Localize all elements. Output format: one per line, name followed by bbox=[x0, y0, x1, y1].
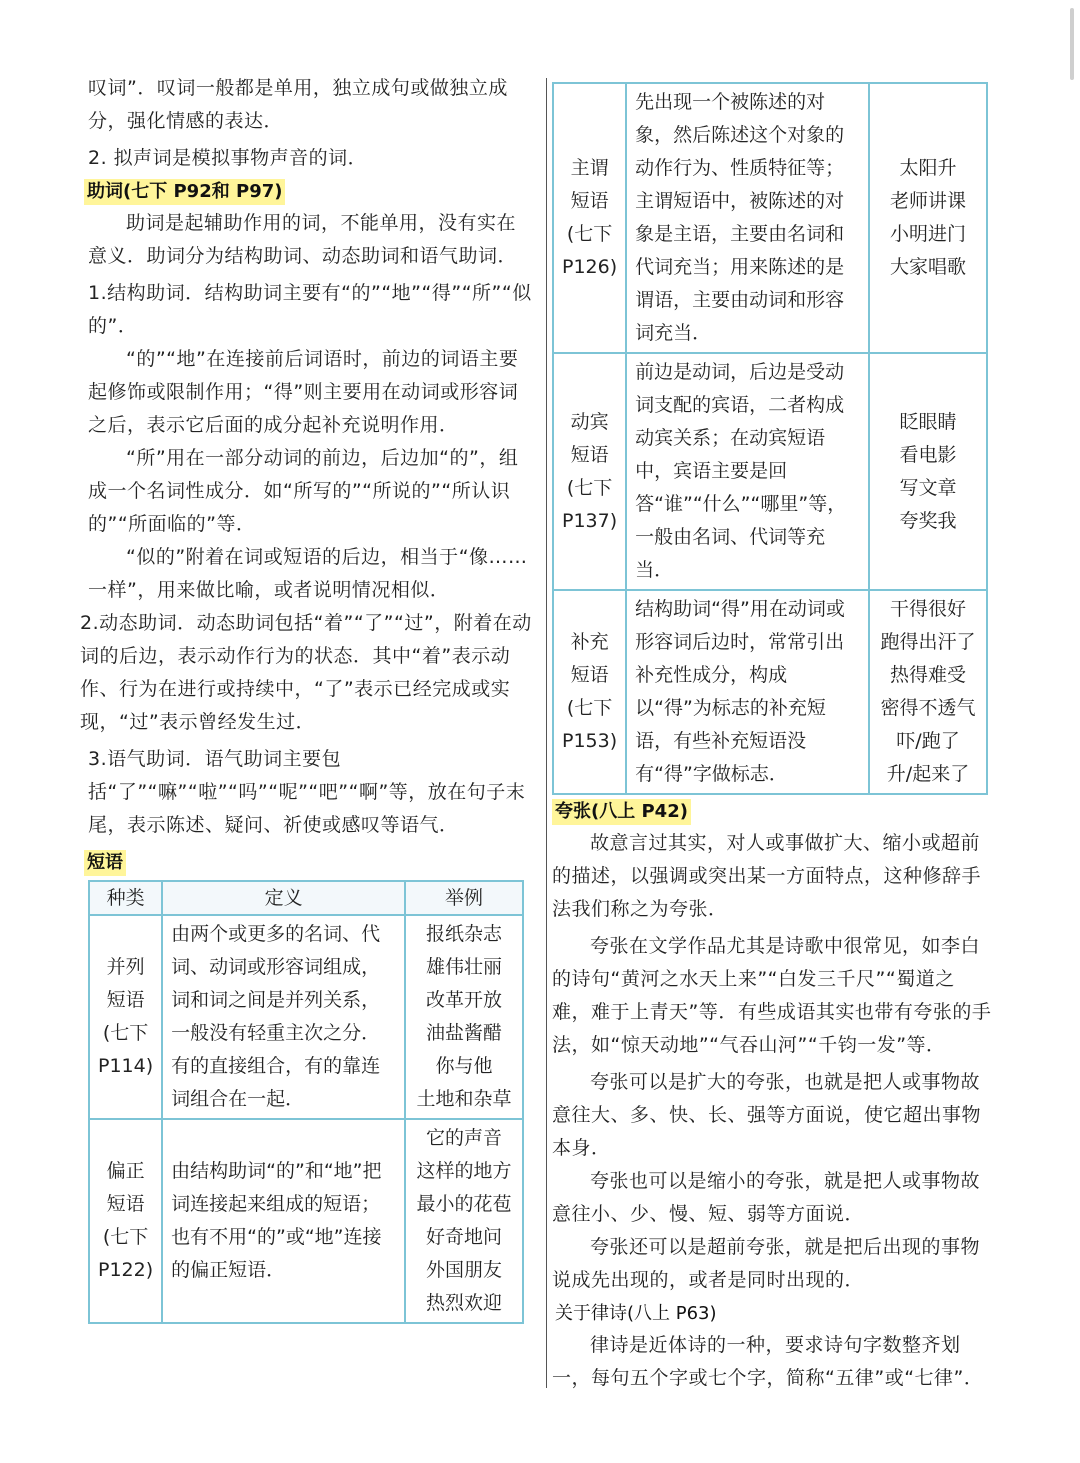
table-row bbox=[89, 1119, 523, 1323]
left-column bbox=[80, 72, 532, 1324]
example: 它的声音 bbox=[425, 1127, 502, 1149]
table-cell-examples bbox=[405, 915, 523, 1119]
table-row bbox=[553, 83, 987, 353]
table-header: 举例 bbox=[405, 881, 523, 915]
section-heading-zhuci: 助词(七下 P92和 P97) bbox=[84, 179, 285, 205]
paragraph: 3.语气助词．语气助词主要包括“了”“嘛”“啦”“吗”“呢”“吧”“啊”等，放在句子末尾，表示陈述、疑问、祈使或感叹等语气． bbox=[88, 748, 526, 836]
example: 土地和杂草 bbox=[416, 1088, 512, 1110]
table-header: 种类 bbox=[89, 881, 162, 915]
paragraph: 2. 拟声词是模拟事物声音的词． bbox=[88, 147, 368, 169]
example: 大家唱歌 bbox=[889, 256, 966, 278]
phrase-table-left bbox=[88, 880, 524, 1324]
example: 外国朋友 bbox=[425, 1259, 502, 1281]
example: 跑得出汗了 bbox=[880, 631, 976, 653]
table-row bbox=[553, 353, 987, 590]
example: 你与他 bbox=[435, 1055, 493, 1077]
example: 密得不透气 bbox=[880, 697, 976, 719]
paragraph: 1.结构助词．结构助词主要有“的”“地”“得”“所”“似的”． bbox=[88, 282, 532, 337]
section-heading-duanyu: 短语 bbox=[84, 850, 126, 876]
paragraph: “的”“地”在连接前后词语时，前边的词语主要起修饰或限制作用；“得”则主要用在动词或形容词之后，表示它后面的成分起补充说明作用． bbox=[88, 348, 519, 436]
example: 好奇地问 bbox=[425, 1226, 502, 1248]
paragraph: 律诗是近体诗的一种，要求诗句字数整齐划一，每句五个字或七个字，简称“五律”或“七律”． bbox=[552, 1334, 984, 1389]
table-cell-examples bbox=[405, 1119, 523, 1323]
example: 老师讲课 bbox=[889, 190, 966, 212]
scrollbar[interactable] bbox=[1070, 8, 1074, 80]
example: 小明进门 bbox=[889, 223, 966, 245]
table-row bbox=[89, 915, 523, 1119]
example: 看电影 bbox=[899, 443, 957, 466]
table-cell-definition: 结构助词“得”用在动词或形容词后边时，常常引出补充性成分，构成以“得”为标志的补充短语，有些补充短语没有“得”字做标志． bbox=[626, 590, 869, 794]
paragraph: “似的”附着在词或短语的后边，相当于“像……一样”，用来做比喻，或者说明情况相似． bbox=[88, 546, 528, 601]
paragraph: “所”用在一部分动词的前边，后边加“的”，组成一个名词性成分．如“所写的”“所说的”“所认识的”“所面临的”等． bbox=[88, 447, 519, 535]
section-heading-lvshi: 关于律诗(八上 P63) bbox=[555, 1303, 717, 1324]
example: 升/起来了 bbox=[886, 763, 970, 785]
table-cell-examples bbox=[869, 83, 987, 353]
table-cell-type: 动宾短语(七下P137) bbox=[553, 353, 626, 590]
paragraph: 叹词”．叹词一般都是单用，独立成句或做独立成分，强化情感的表达． bbox=[88, 77, 508, 132]
table-header: 定义 bbox=[162, 881, 405, 915]
example: 热得难受 bbox=[889, 664, 966, 686]
example: 眨眼睛 bbox=[899, 410, 957, 433]
example: 热烈欢迎 bbox=[425, 1292, 502, 1314]
table-cell-examples bbox=[869, 353, 987, 590]
example: 雄伟壮丽 bbox=[425, 956, 502, 978]
table-cell-type: 偏正短语(七下P122) bbox=[89, 1119, 162, 1323]
example: 改革开放 bbox=[425, 989, 502, 1011]
table-cell-definition: 先出现一个被陈述的对象，然后陈述这个对象的动作行为、性质特征等；主谓短语中，被陈述的对象是主语，主要由名词和代词充当；用来陈述的是谓语，主要由动词和形容词充当． bbox=[626, 83, 869, 353]
example: 报纸杂志 bbox=[425, 923, 502, 945]
paragraph: 夸张可以是扩大的夸张，也就是把人或事物故意往大、多、快、长、强等方面说，使它超出事物本身． bbox=[552, 1071, 982, 1159]
example: 写文章 bbox=[899, 476, 957, 499]
example: 太阳升 bbox=[899, 157, 957, 179]
paragraph: 助词是起辅助作用的词，不能单用，没有实在意义．助词分为结构助词、动态助词和语气助词． bbox=[88, 212, 518, 267]
example: 这样的地方 bbox=[416, 1160, 512, 1182]
example: 干得很好 bbox=[889, 598, 966, 620]
table-cell-definition: 由结构助词“的”和“地”把词连接起来组成的短语；也有不用“的”或“地”连接的偏正短语． bbox=[162, 1119, 405, 1323]
paragraph: 夸张也可以是缩小的夸张，就是把人或事物故意往小、少、慢、短、弱等方面说． bbox=[552, 1170, 981, 1225]
phrase-table-right bbox=[552, 82, 988, 795]
example: 夸奖我 bbox=[899, 509, 957, 532]
paragraph: 夸张在文学作品尤其是诗歌中很常见，如李白的诗句“黄河之水天上来”“白发三千尺”“蜀道之难，难于上青天”等．有些成语其实也带有夸张的手法，如“惊天动地”“气吞山河”“千钧一发”等． bbox=[552, 935, 992, 1056]
column-divider bbox=[546, 78, 547, 1388]
table-cell-type: 并列短语(七下P114) bbox=[89, 915, 162, 1119]
example: 最小的花苞 bbox=[416, 1193, 512, 1215]
example: 油盐酱醋 bbox=[425, 1022, 502, 1044]
right-column bbox=[552, 82, 992, 1395]
paragraph: 2.动态助词．动态助词包括“着”“了”“过”，附着在动词的后边，表示动作行为的状态．其中“着”表示动作、行为在进行或持续中，“了”表示已经完成或实现，“过”表示曾经发生过． bbox=[80, 612, 532, 733]
example: 吓/跑了 bbox=[896, 730, 960, 752]
table-cell-type: 主谓短语(七下P126) bbox=[553, 83, 626, 353]
table-cell-definition: 前边是动词，后边是受动词支配的宾语，二者构成动宾关系；在动宾短语中，宾语主要是回答“谁”“什么”“哪里”等，一般由名词、代词等充当． bbox=[626, 353, 869, 590]
section-heading-kuazhang: 夸张(八上 P42) bbox=[552, 799, 691, 825]
paragraph: 夸张还可以是超前夸张，就是把后出现的事物说成先出现的，或者是同时出现的． bbox=[552, 1236, 981, 1291]
table-cell-definition: 由两个或更多的名词、代词、动词或形容词组成，词和词之间是并列关系，一般没有轻重主次之分．有的直接组合，有的靠连词组合在一起． bbox=[162, 915, 405, 1119]
table-cell-examples bbox=[869, 590, 987, 794]
paragraph: 故意言过其实，对人或事做扩大、缩小或超前的描述，以强调或突出某一方面特点，这种修辞手法我们称之为夸张． bbox=[552, 832, 982, 920]
table-cell-type: 补充短语(七下P153) bbox=[553, 590, 626, 794]
table-header-row bbox=[89, 881, 523, 915]
table-row bbox=[553, 590, 987, 794]
